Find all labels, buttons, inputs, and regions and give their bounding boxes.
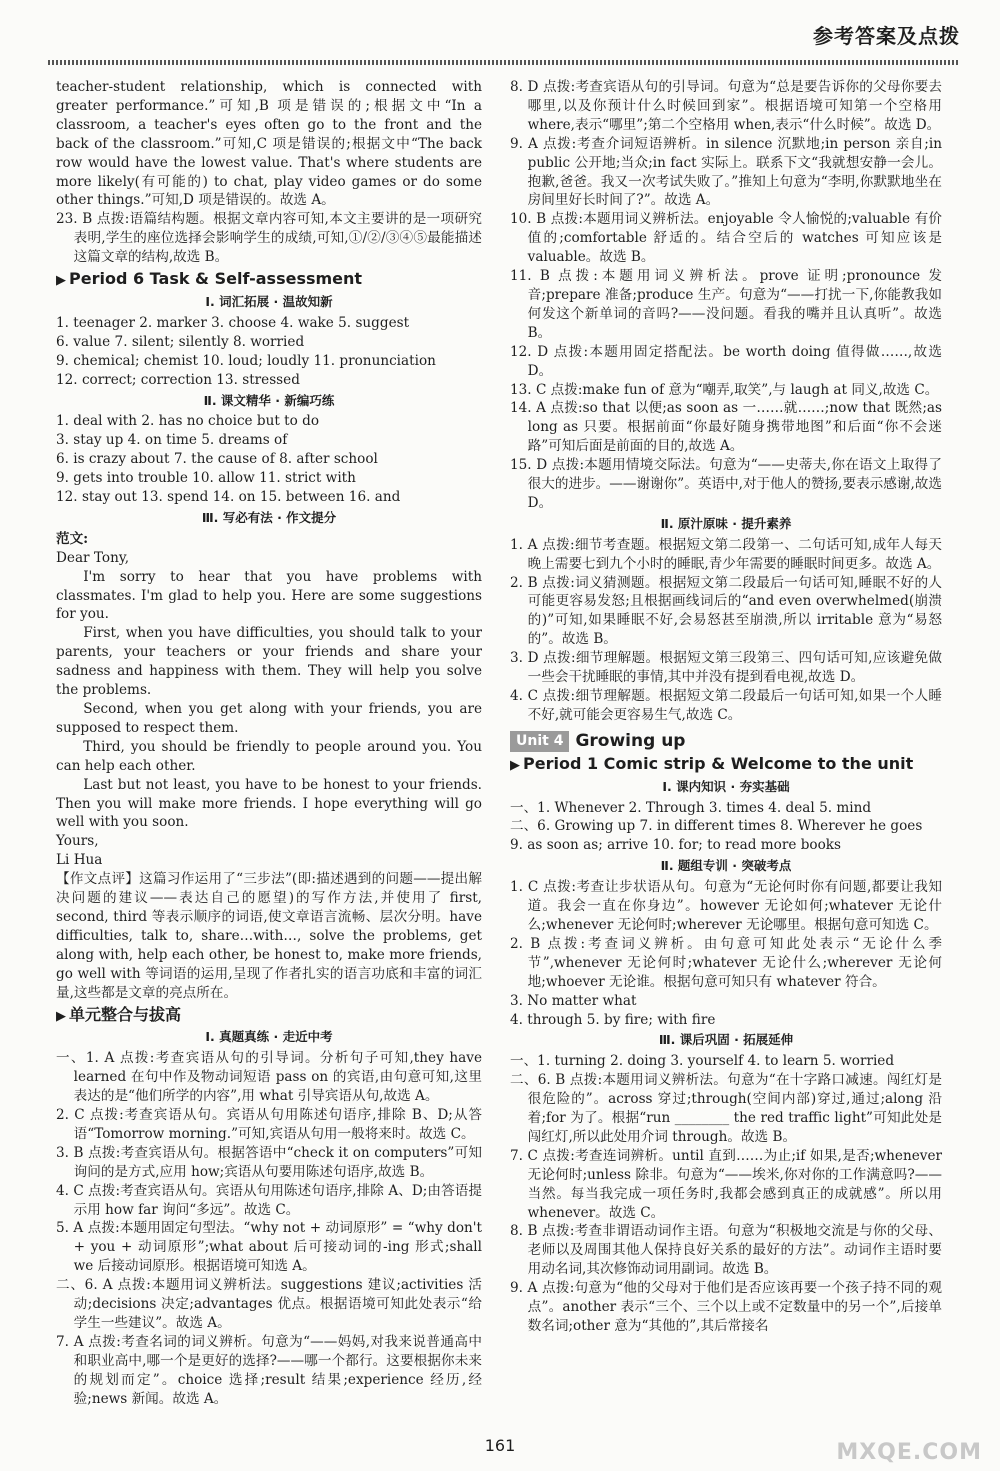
answer-line: Li Hua [56, 852, 103, 869]
answer-line: 9. gets into trouble 10. allow 11. strict with [56, 470, 356, 487]
unit-title: Growing up [575, 730, 686, 751]
answer-item: 3. D 点拨:细节理解题。根据短文第三段第三、四句话可知,应该避免做一些会干扰睡眠的事情,其中并没有提到看电视,故选 D。 [510, 650, 942, 686]
answer-item: 二、6. A 点拨:本题用词义辨析法。suggestions 建议;activities 活动;decisions 决定;advantages 优点。根据语境可知此处表示“给学生一些建议”。故选 A。 [56, 1277, 482, 1331]
answer-line: 12. stay out 13. spend 14. on 15. between 16. and [56, 489, 401, 506]
essay-paragraph: Second, when you get along with your friends, you are supposed to respect them. [56, 701, 482, 736]
triangle-icon: ▶ [510, 757, 520, 773]
answer-item: 二、6. B 点拨:本题用词义辨析法。句意为“在十字路口减速。闯红灯是很危险的”。across 穿过;through(空间内部)穿过,通过;along 沿着;for 为了。根据“run ________ the red traffic light”可知此处是闯红灯,所以此处用介词 through。故选 B。 [510, 1072, 942, 1145]
answer-item: 一、1. A 点拨:考查宾语从句的引导词。分析句子可知,they have learned 在句中作及物动词短语 pass on 的宾语,由句意可知,这里表达的是“他们所学的内容”,用 what 引导宾语从句,故选 A。 [56, 1050, 482, 1105]
answer-line: 6. is crazy about 7. the cause of 8. after school [56, 451, 378, 468]
right-column-top [510, 78, 942, 725]
answer-item: 1. A 点拨:细节考查题。根据短文第二段第一、二句话可知,成年人每天晚上需要七到九个小时的睡眠,青少年需要的睡眠时间更多。故选 A。 [510, 536, 942, 572]
watermark-logo: MXQE.COM [836, 1440, 982, 1465]
header-divider [48, 60, 960, 65]
answer-item: 9. A 点拨:句意为“他的父母对于他们是否应该再要一个孩子持不同的观点”。another 表示“三个、三个以上或不定数量中的另一个”,后接单数名词;other 意为“其他的”,其后常接名 [510, 1280, 942, 1334]
answer-line: 4. through 5. by fire; with fire [510, 1011, 716, 1028]
answer-item: 9. A 点拨:考查介词短语辨析。in silence 沉默地;in person 亲自;in public 公开地;当众;in fact 实际上。联系下文“我就想安静一会儿。抱歉,爸爸。我又一次考试失败了。”推知上句意为“李明,你默默地坐在房间里好长时间了?”。故选 A。 [510, 135, 942, 209]
subsection-heading: Ⅲ. 写必有法 · 作文提分 [201, 509, 337, 525]
answer-line: 一、1. Whenever 2. Through 3. times 4. deal 5. mind [510, 799, 872, 816]
section-heading [56, 1006, 482, 1027]
section-heading-text: Period 1 Comic strip & Welcome to the unit [523, 753, 914, 773]
subsection-heading: Ⅰ. 词汇拓展 · 温故知新 [205, 293, 333, 309]
subsection-heading: Ⅲ. 课后巩固 · 拓展延伸 [658, 1032, 794, 1048]
answer-line: teacher-student relationship, which is connected with greater performance.”可知,B 项是错误的;根据文中“In a classroom, a teacher's eyes often go to the front and the back of the classroom.”可知,C 项是错误的;根据文中“The back row would have the lowest value. That's where students are more likely(有可能的) to chat, play video games or do some other things.”可知,D 项是错误的。故选 A。 [56, 79, 482, 209]
subsection-heading: Ⅱ. 题组专训 · 突破考点 [660, 858, 792, 874]
answer-item: 4. C 点拨:考查宾语从句。宾语从句用陈述句语序,排除 A、D;由答语提示用 how far 询问“多远”。故选 C。 [56, 1182, 482, 1218]
answer-item: 10. B 点拨:本题用词义辨析法。enjoyable 令人愉悦的;valuable 有价值的;comfortable 舒适的。结合空后的 watches 可知应该是 valuable。故选 B。 [510, 211, 942, 266]
triangle-icon: ▶ [56, 1008, 66, 1024]
answer-item: 3. B 点拨:考查宾语从句。根据答语中“check it on computers”可知询问的是方式,应用 how;宾语从句要用陈述句语序,故选 B。 [56, 1144, 482, 1180]
subsection-heading: Ⅰ. 真题真练 · 走近中考 [205, 1029, 333, 1045]
answer-item: 23. B 点拨:语篇结构题。根据文章内容可知,本文主要讲的是一项研究表明,学生的座位选择会影响学生的成绩,可知,①/②/③④⑤最能描述这篇文章的结构,故选 B。 [56, 211, 482, 266]
section-heading [510, 755, 942, 776]
answer-item: 13. C 点拨:make fun of 意为“嘲弄,取笑”,与 laugh at 同义,故选 C。 [510, 381, 939, 398]
subsection-heading: Ⅱ. 原汁原味 · 提升素养 [660, 515, 792, 531]
answer-line: 1. deal with 2. has no choice but to do [56, 413, 320, 430]
right-column [510, 78, 942, 1336]
essay-paragraph: First, when you have difficulties, you should talk to your parents, your teachers or your friends and share your sadness and happiness with them. They will help you solve the problems. [56, 625, 482, 699]
unit-heading [510, 731, 942, 752]
answer-item: 14. A 点拨:so that 以便;as soon as 一……就……;now that 既然;as long as 只要。根据前面“你最好随身携带地图”和后面“你不会迷路”可知后面是前面的目的,故选 A。 [510, 400, 942, 455]
answer-item: 2. B 点拨:词义猜测题。根据短文第二段最后一句话可知,睡眠不好的人可能更容易发怒;且根据画线词后的“and even overwhelmed(崩溃的)”可知,如果睡眠不好,会易怒甚至崩溃,所以 irritable 意为“易怒的”。故选 B。 [510, 574, 942, 648]
answer-line: Yours, [56, 833, 99, 850]
answer-line: 1. teenager 2. marker 3. choose 4. wake 5. suggest [56, 314, 410, 331]
answer-item: 2. C 点拨:考查宾语从句。宾语从句用陈述句语序,排除 B、D;从答语“Tomorrow morning.”可知,宾语从句用一般将来时。故选 C。 [56, 1107, 482, 1142]
answer-line: 12. correct; correction 13. stressed [56, 371, 300, 388]
answer-item: 15. D 点拨:本题用情境交际法。句意为“——史蒂夫,你在语文上取得了很大的进步。——谢谢你”。英语中,对于他人的赞扬,要表示感谢,故选 D。 [510, 457, 942, 511]
answer-item: 2. B 点拨:考查词义辨析。由句意可知此处表示“无论什么季节”,whenever 无论何时;whatever 无论什么;wherever 无论何地;whoever 无论谁。根据句意可知只有 whatever 符合。 [510, 935, 942, 990]
essay-paragraph: I'm sorry to hear that you have problems with classmates. I'm glad to help you. Here are some suggestions for you. [56, 568, 482, 623]
essay-paragraph: Last but not least, you have to be honest to your friends. Then you will make more friends. I hope everything will go well with you soon. [56, 776, 482, 831]
page-header [0, 0, 1000, 70]
header-title: 参考答案及点拨 [813, 24, 960, 48]
section-heading-text: 单元整合与拔高 [69, 1004, 182, 1024]
unit-badge: Unit 4 [510, 731, 569, 752]
section-heading-text: Period 6 Task & Self-assessment [69, 269, 363, 289]
subsection-heading: Ⅱ. 课文精华 · 新编巧练 [203, 392, 335, 408]
answer-item: 1. C 点拨:考查让步状语从句。句意为“无论何时你有问题,都要让我知道。我会一直在你身边”。however 无论如何;whatever 无论什么;whenever 无论何时;wherever 无论哪里。根据句意可知选 C。 [510, 879, 942, 933]
answer-line: 3. No matter what [510, 992, 637, 1009]
page-number: 161 [484, 1436, 516, 1455]
answer-line: 9. chemical; chemist 10. loud; loudly 11. pronunciation [56, 352, 436, 369]
left-column [56, 78, 482, 1409]
answer-line: 3. stay up 4. on time 5. dreams of [56, 432, 288, 449]
essay-label: 范文: [56, 530, 89, 547]
answer-item: 12. D 点拨:本题用固定搭配法。be worth doing 值得做……,故选 D。 [510, 343, 942, 379]
section-heading [56, 270, 482, 291]
essay-paragraph: Third, you should be friendly to people around you. You can help each other. [56, 738, 482, 774]
right-column-bottom [510, 755, 942, 1336]
answer-line: Dear Tony, [56, 549, 130, 566]
answer-item: 4. C 点拨:细节理解题。根据短文第二段最后一句话可知,如果一个人睡不好,就可能会更容易生气,故选 C。 [510, 688, 942, 723]
answer-item: 8. D 点拨:考查宾语从句的引导词。句意为“总是要告诉你的父母你要去哪里,以及你预计什么时候回到家”。根据语境可知第一个空格用 where,表示“哪里”;第二个空格用 when,表示“什么时候”。故选 D。 [510, 79, 942, 133]
answer-line: 9. as soon as; arrive 10. for; to read more books [510, 837, 842, 854]
triangle-icon: ▶ [56, 273, 66, 289]
answer-line: 【作文点评】这篇习作运用了“三步法”(即:描述遇到的问题——提出解决问题的建议——表达自己的愿望)的写作方法,并使用了 first, second, third 等表示顺序的词语,使文章语言流畅、层次分明。have difficulties, talk to, share…with…, solve the problems, get along with, help each other, be honest to, make more friends, go well with 等词语的运用,呈现了作者扎实的语言功底和丰富的词汇量,这些都是文章的亮点所在。 [56, 871, 482, 1001]
answer-line: 二、6. Growing up 7. in different times 8. Wherever he goes [510, 818, 923, 835]
answer-item: 5. A 点拨:本题用固定句型法。“why not + 动词原形” = “why don't + you + 动词原形”;what about 后可接动词的-ing 形式;shall we 后接动词原形。根据语境可知选 A。 [56, 1220, 482, 1275]
answer-item: 7. C 点拨:考查连词辨析。until 直到……为止;if 如果,是否;whenever 无论何时;unless 除非。句意为“——埃米,你对你的工作满意吗?——当然。每当我完成一项任务时,我都会感到真正的成就感”。所以用 whenever。故选 C。 [510, 1147, 942, 1221]
answer-item: 8. B 点拨:考查非谓语动词作主语。句意为“积极地交流是与你的父母、老师以及周围其他人保持良好关系的最好的方法”。动词作主语时要用动名词,其次修饰动词用副词。故选 B。 [510, 1223, 942, 1278]
subsection-heading: Ⅰ. 课内知识 · 夯实基础 [662, 778, 790, 794]
answer-line: 一、1. turning 2. doing 3. yourself 4. to learn 5. worried [510, 1053, 895, 1070]
answer-item: 11. B 点拨:本题用词义辨析法。prove 证明;pronounce 发音;prepare 准备;produce 生产。句意为“——打扰一下,你能教我如何发这个新单词的音吗?——没问题。看我的嘴并且认真听”。故选 B。 [510, 268, 942, 341]
answer-line: 6. value 7. silent; silently 8. worried [56, 333, 305, 350]
answer-item: 7. A 点拨:考查名词的词义辨析。句意为“——妈妈,对我来说普通高中和职业高中,哪一个是更好的选择?——哪一个都行。这要根据你未来的规划而定”。choice 选择;result 结果;experience 经历,经验;news 新闻。故选 A。 [56, 1333, 482, 1407]
